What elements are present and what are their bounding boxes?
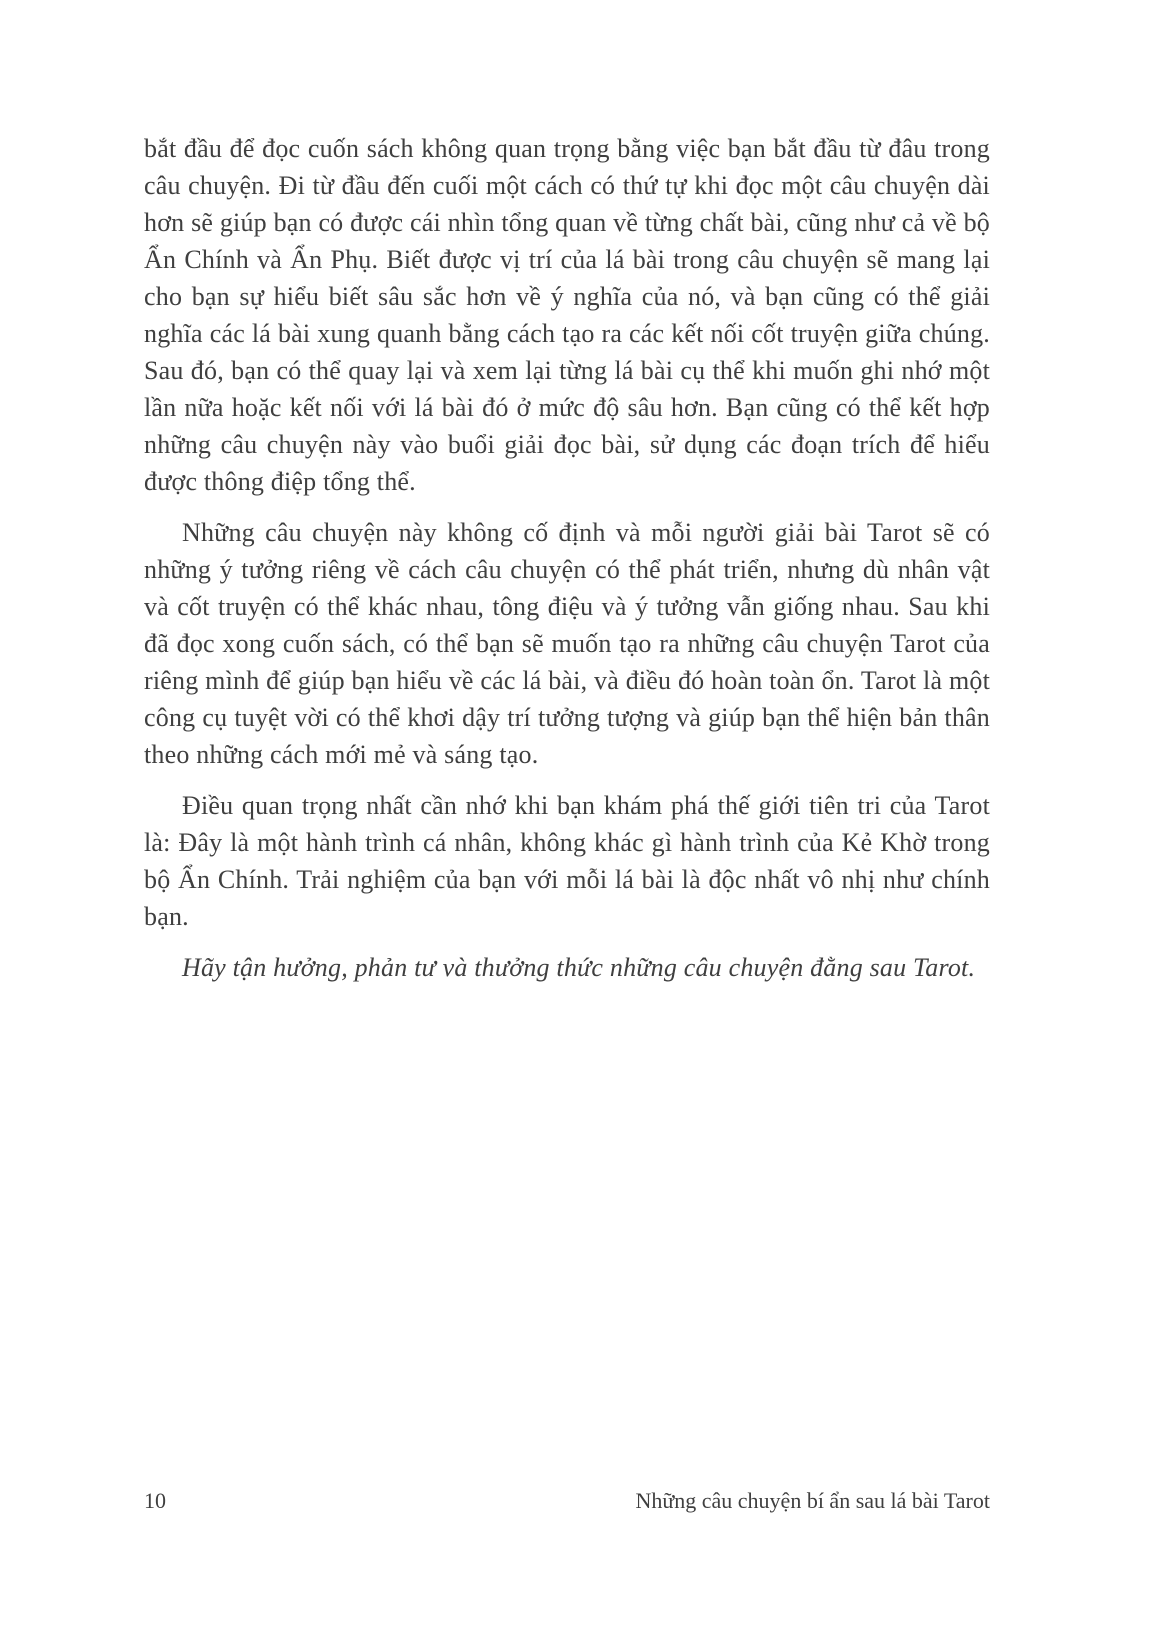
page-footer xyxy=(144,1488,990,1514)
paragraph: bắt đầu để đọc cuốn sách không quan trọng bằng việc bạn bắt đầu từ đâu trong câu chuyện. Đi từ đầu đến cuối một cách có thứ tự khi đọc một câu chuyện dài hơn sẽ giúp bạn có được cái nhìn tổng quan về từng chất bài, cũng như cả về bộ Ẩn Chính và Ẩn Phụ. Biết được vị trí của lá bài trong câu chuyện sẽ mang lại cho bạn sự hiểu biết sâu sắc hơn về ý nghĩa của nó, và bạn cũng có thể giải nghĩa các lá bài xung quanh bằng cách tạo ra các kết nối cốt truyện giữa chúng. Sau đó, bạn có thể quay lại và xem lại từng lá bài cụ thể khi muốn ghi nhớ một lần nữa hoặc kết nối với lá bài đó ở mức độ sâu hơn. Bạn cũng có thể kết hợp những câu chuyện này vào buổi giải đọc bài, sử dụng các đoạn trích để hiểu được thông điệp tổng thể. xyxy=(144,134,990,496)
paragraph: Những câu chuyện này không cố định và mỗi người giải bài Tarot sẽ có những ý tưởng riêng về cách câu chuyện có thể phát triển, nhưng dù nhân vật và cốt truyện có thể khác nhau, tông điệu và ý tưởng vẫn giống nhau. Sau khi đã đọc xong cuốn sách, có thể bạn sẽ muốn tạo ra những câu chuyện Tarot của riêng mình để giúp bạn hiểu về các lá bài, và điều đó hoàn toàn ổn. Tarot là một công cụ tuyệt vời có thể khơi dậy trí tưởng tượng và giúp bạn thể hiện bản thân theo những cách mới mẻ và sáng tạo. xyxy=(144,518,990,769)
paragraph: Điều quan trọng nhất cần nhớ khi bạn khám phá thế giới tiên tri của Tarot là: Đây là một hành trình cá nhân, không khác gì hành trình của Kẻ Khờ trong bộ Ẩn Chính. Trải nghiệm của bạn với mỗi lá bài là độc nhất vô nhị như chính bạn. xyxy=(144,791,990,931)
running-title: Những câu chuyện bí ẩn sau lá bài Tarot xyxy=(635,1488,990,1513)
page-body-text xyxy=(144,130,990,986)
page-number: 10 xyxy=(144,1488,166,1513)
closing-italic-line: Hãy tận hưởng, phản tư và thưởng thức những câu chuyện đằng sau Tarot. xyxy=(182,953,976,982)
